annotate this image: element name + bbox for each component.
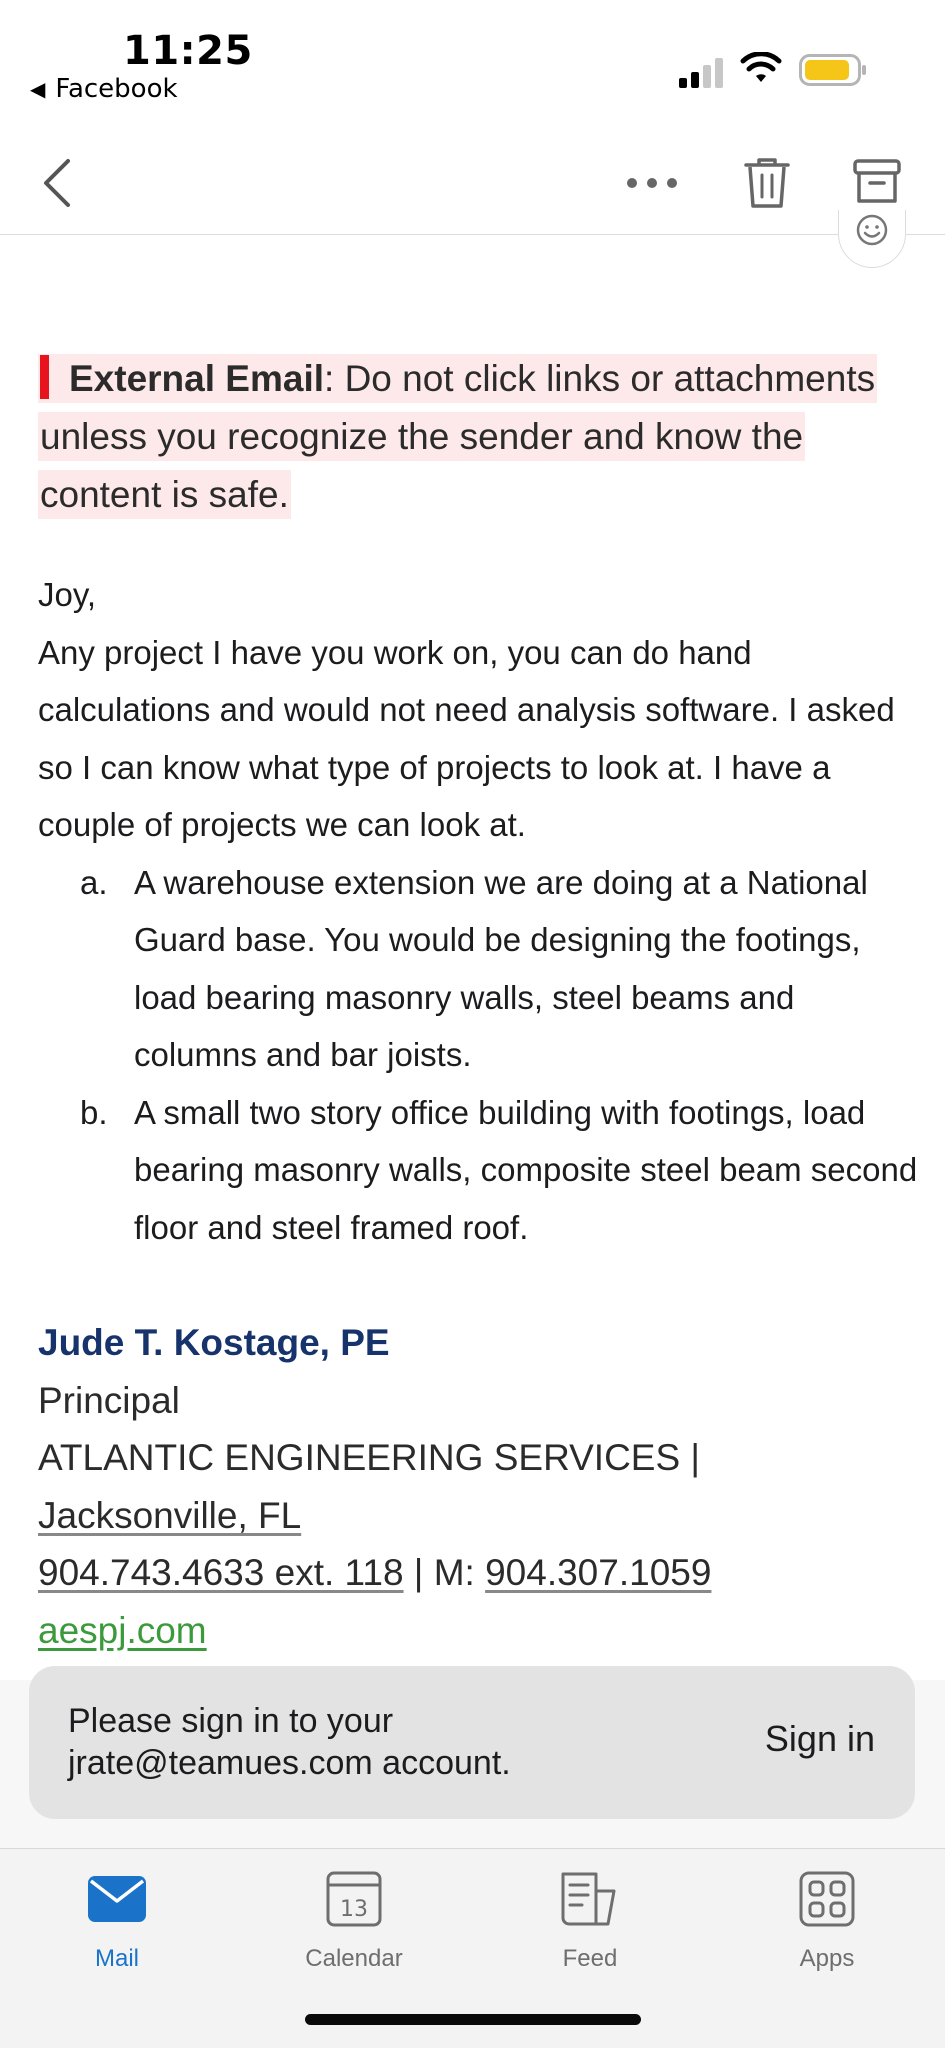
signin-message: Please sign in to your jrate@teamues.com account. <box>68 1702 511 1782</box>
apps-grid-icon <box>799 1871 855 1927</box>
email-signature <box>38 1314 918 1659</box>
chevron-left-icon[interactable] <box>40 157 74 209</box>
signature-mobile-link[interactable]: 904.307.1059 <box>485 1552 712 1593</box>
project-list <box>80 854 918 1257</box>
signin-prompt <box>29 1666 915 1819</box>
back-triangle-icon: ◀ <box>30 77 46 101</box>
signature-website-link[interactable]: aespj.com <box>38 1609 207 1651</box>
tab-apps[interactable] <box>747 1869 907 1973</box>
wifi-icon <box>740 52 782 86</box>
feed-icon <box>560 1871 620 1927</box>
status-bar <box>0 0 945 115</box>
tab-calendar[interactable] <box>274 1869 434 1973</box>
list-marker: a. <box>80 863 108 901</box>
signature-name: Jude T. Kostage, PE <box>38 1322 390 1363</box>
archive-icon[interactable] <box>852 157 902 207</box>
mail-icon <box>87 1875 147 1923</box>
list-item <box>80 1084 918 1257</box>
tab-label: Feed <box>562 1945 618 1972</box>
smiley-icon <box>855 213 889 247</box>
banner-text: : Do not click links or attachments unless you recognize the sender and know the content is safe. <box>40 358 876 515</box>
home-indicator <box>305 2014 641 2025</box>
signature-title: Principal <box>38 1379 180 1421</box>
list-item <box>80 854 918 1084</box>
signature-separator: | M: <box>403 1552 486 1593</box>
react-button[interactable] <box>838 210 906 268</box>
email-toolbar <box>0 115 945 235</box>
tab-label: Apps <box>799 1945 855 1972</box>
email-body <box>38 350 918 1659</box>
email-message <box>38 566 918 1256</box>
tab-label: Mail <box>94 1945 139 1972</box>
calendar-icon <box>326 1871 382 1927</box>
tab-label: Calendar <box>305 1945 403 1972</box>
more-dots-icon[interactable] <box>624 173 680 193</box>
message-paragraph: Any project I have you work on, you can do hand calculations and would not need analysis software. I asked so I can know what type of projects to look at. I have a couple of projects we can look at. <box>38 633 895 843</box>
status-time: 11:25 <box>123 28 253 74</box>
sign-in-button[interactable]: Sign in <box>764 1718 875 1759</box>
greeting: Joy, <box>38 576 97 613</box>
calendar-day: 13 <box>340 1897 368 1922</box>
list-marker: b. <box>80 1093 108 1131</box>
signature-location-link[interactable]: Jacksonville, FL <box>38 1494 302 1536</box>
signature-phone-link[interactable]: 904.743.4633 ext. 118 <box>38 1552 404 1593</box>
external-email-banner <box>38 350 918 524</box>
back-app-label: Facebook <box>55 74 178 104</box>
cellular-signal-icon <box>677 58 727 88</box>
tab-mail[interactable] <box>37 1869 197 1973</box>
tab-feed[interactable] <box>510 1869 670 1973</box>
banner-label: External Email <box>69 358 325 399</box>
battery-icon <box>799 54 867 86</box>
back-to-app-link[interactable] <box>30 74 178 104</box>
signature-company: ATLANTIC ENGINEERING SERVICES | <box>38 1437 701 1478</box>
list-item-text: A warehouse extension we are doing at a National Guard base. You would be designing the footings, load bearing masonry walls, steel beams and columns and bar joists. <box>134 863 868 1073</box>
trash-icon[interactable] <box>742 155 792 211</box>
list-item-text: A small two story office building with footings, load bearing masonry walls, composite steel beam second floor and steel framed roof. <box>134 1093 918 1246</box>
warning-bar <box>40 355 49 399</box>
